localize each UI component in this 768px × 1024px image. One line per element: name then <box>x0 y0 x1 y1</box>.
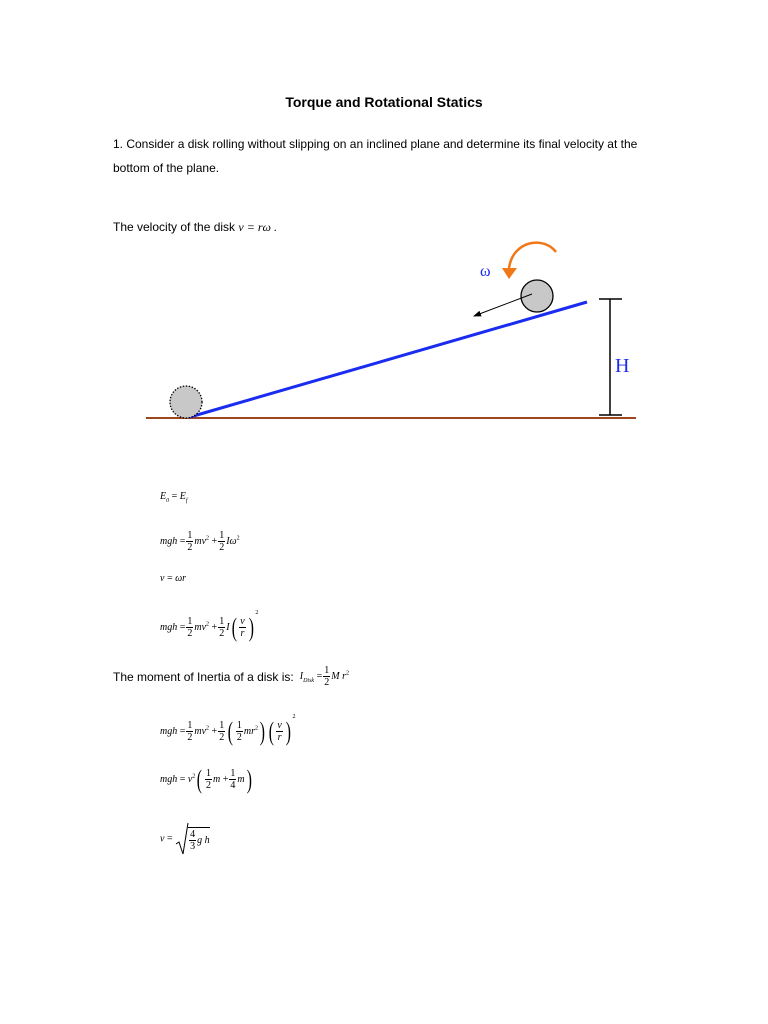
omega-rotation-arrow <box>509 243 556 268</box>
equation-disk-substituted: mgh = $\frac{1}{2}$ $mv^2$ + $\frac{1}{2}$ ( $\frac{1}{2}$ $mr^2$) ( $\frac{v}{r}$ ) $^2$ <box>160 714 296 746</box>
equation-rolling-condition: v = ωr <box>160 573 187 584</box>
equation-energy-conservation: $E_0 = E_f$ <box>160 491 188 504</box>
moment-prefix: The moment of Inertia of a disk is: <box>113 669 294 684</box>
moment-of-inertia-formula: $I_{Disk}$ = $\frac{1}{2}$ M $r^2$ <box>299 665 349 688</box>
velocity-prefix: The velocity of the disk <box>113 220 239 234</box>
incline-plane <box>190 302 587 417</box>
incline-diagram <box>0 0 768 460</box>
equation-final-velocity: v = $\frac{4}{3}$ g h <box>160 822 210 856</box>
page-title: Torque and Rotational Statics <box>285 94 483 110</box>
equation-factored: mgh = $v^2$( $\frac{1}{2}$ m + $\frac{1}{4}$ m) <box>160 764 252 794</box>
omega-label: ω <box>480 263 491 280</box>
disk-bottom <box>170 386 202 418</box>
height-label: H <box>615 355 630 377</box>
moment-of-inertia-statement <box>113 665 349 688</box>
equation-energy-substituted: mgh = $\frac{1}{2}$ $mv^2$ + $\frac{1}{2}$ I( $\frac{v}{r}$ ) $^2$ <box>160 610 259 642</box>
omega-arrow-head <box>502 268 517 279</box>
equation-energy-expanded: mgh = $\frac{1}{2}$ $mv^2$ + $\frac{1}{2}$ $I\omega^2$ <box>160 530 240 553</box>
question-1-text: 1. Consider a disk rolling without slipping on an inclined plane and determine its final velocity at the bottom of the plane. <box>113 137 638 175</box>
sqrt-symbol <box>175 822 189 856</box>
velocity-expression: v = rω . <box>238 220 277 234</box>
